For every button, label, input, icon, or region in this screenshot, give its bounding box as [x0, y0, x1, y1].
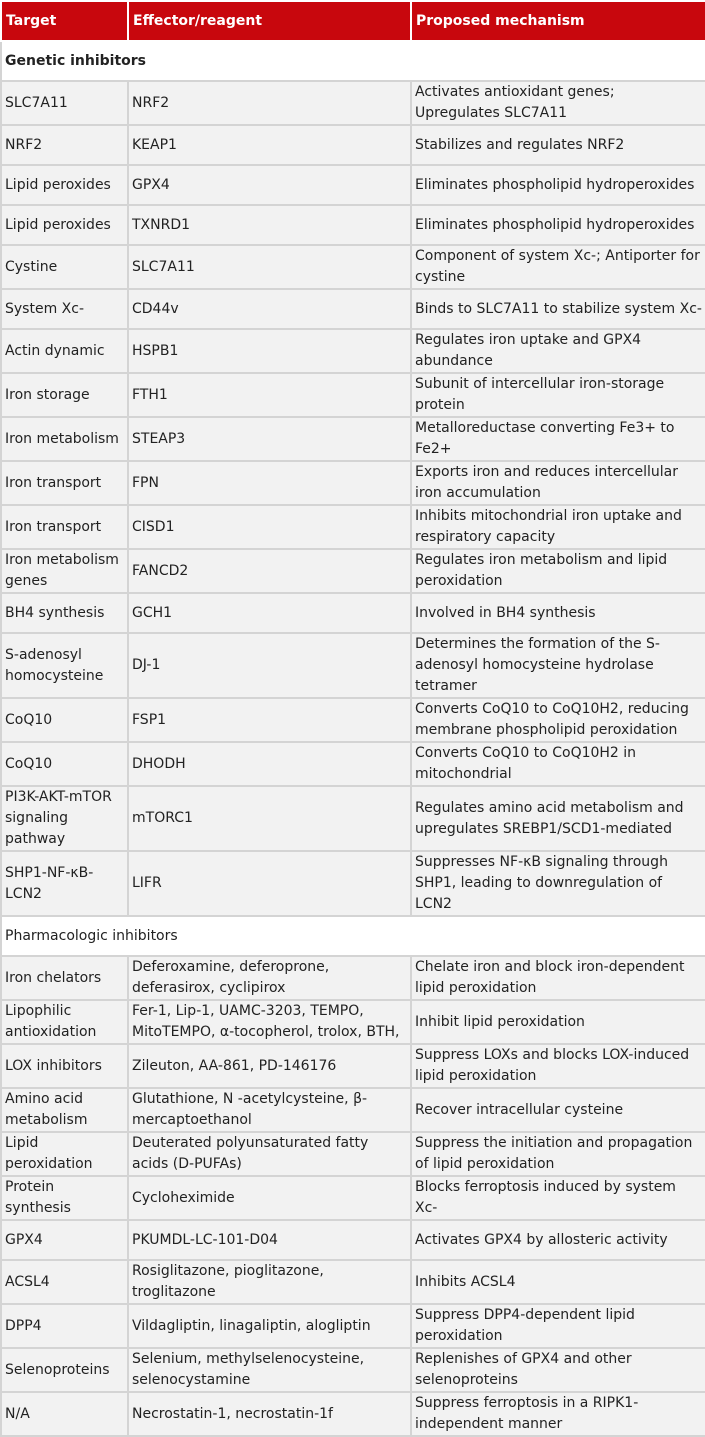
- cell-target: N/A: [1, 1392, 128, 1436]
- cell-target: Protein synthesis: [1, 1176, 128, 1220]
- cell-target: DPP4: [1, 1304, 128, 1348]
- cell-target: Iron metabolism: [1, 417, 128, 461]
- cell-mechanism: Inhibits ACSL4: [411, 1260, 705, 1304]
- cell-target: NRF2: [1, 125, 128, 165]
- cell-mechanism: Subunit of intercellular iron-storage protein: [411, 373, 705, 417]
- cell-target: SHP1-NF-κB-LCN2: [1, 851, 128, 916]
- section-title: Pharmacologic inhibitors: [1, 916, 705, 956]
- cell-effector: SLC7A11: [128, 245, 411, 289]
- cell-target: Lipophilic antioxidation: [1, 1000, 128, 1044]
- cell-target: Cystine: [1, 245, 128, 289]
- cell-effector: CD44v: [128, 289, 411, 329]
- table-row: [1, 1348, 705, 1392]
- cell-mechanism: Binds to SLC7A11 to stabilize system Xc-: [411, 289, 705, 329]
- cell-effector: DJ-1: [128, 633, 411, 698]
- cell-mechanism: Regulates iron uptake and GPX4 abundance: [411, 329, 705, 373]
- cell-target: LOX inhibitors: [1, 1044, 128, 1088]
- table-row: [1, 1304, 705, 1348]
- table-body: [1, 41, 705, 1436]
- cell-mechanism: Eliminates phospholipid hydroperoxides: [411, 205, 705, 245]
- cell-mechanism: Chelate iron and block iron-dependent lipid peroxidation: [411, 956, 705, 1000]
- cell-mechanism: Eliminates phospholipid hydroperoxides: [411, 165, 705, 205]
- table-row: [1, 1220, 705, 1260]
- cell-mechanism: Determines the formation of the S-adenosyl homocysteine hydrolase tetramer: [411, 633, 705, 698]
- cell-mechanism: Involved in BH4 synthesis: [411, 593, 705, 633]
- cell-effector: GCH1: [128, 593, 411, 633]
- cell-mechanism: Metalloreductase converting Fe3+ to Fe2+: [411, 417, 705, 461]
- cell-effector: Rosiglitazone, pioglitazone, troglitazone: [128, 1260, 411, 1304]
- cell-target: Actin dynamic: [1, 329, 128, 373]
- table-row: [1, 633, 705, 698]
- cell-target: Iron metabolism genes: [1, 549, 128, 593]
- table-row: [1, 289, 705, 329]
- cell-effector: Cycloheximide: [128, 1176, 411, 1220]
- table-row: [1, 956, 705, 1000]
- cell-mechanism: Suppress ferroptosis in a RIPK1-independent manner: [411, 1392, 705, 1436]
- cell-effector: LIFR: [128, 851, 411, 916]
- table-row: [1, 1176, 705, 1220]
- table-row: [1, 373, 705, 417]
- cell-effector: HSPB1: [128, 329, 411, 373]
- cell-target: Iron transport: [1, 461, 128, 505]
- cell-mechanism: Activates antioxidant genes; Upregulates SLC7A11: [411, 81, 705, 125]
- cell-target: Lipid peroxidation: [1, 1132, 128, 1176]
- table-row: [1, 329, 705, 373]
- cell-effector: Vildagliptin, linagaliptin, alogliptin: [128, 1304, 411, 1348]
- cell-mechanism: Exports iron and reduces intercellular iron accumulation: [411, 461, 705, 505]
- cell-effector: KEAP1: [128, 125, 411, 165]
- cell-effector: Zileuton, AA-861, PD-146176: [128, 1044, 411, 1088]
- table-row: [1, 698, 705, 742]
- cell-mechanism: Regulates amino acid metabolism and upregulates SREBP1/SCD1-mediated: [411, 786, 705, 851]
- cell-target: Amino acid metabolism: [1, 1088, 128, 1132]
- table-row: [1, 165, 705, 205]
- cell-target: Iron storage: [1, 373, 128, 417]
- cell-mechanism: Stabilizes and regulates NRF2: [411, 125, 705, 165]
- cell-mechanism: Suppress the initiation and propagation of lipid peroxidation: [411, 1132, 705, 1176]
- cell-effector: NRF2: [128, 81, 411, 125]
- cell-effector: Selenium, methylselenocysteine, selenocystamine: [128, 1348, 411, 1392]
- section-row: [1, 41, 705, 81]
- cell-mechanism: Replenishes of GPX4 and other selenoproteins: [411, 1348, 705, 1392]
- section-row: [1, 916, 705, 956]
- table-row: [1, 417, 705, 461]
- header-row: [1, 1, 705, 41]
- table-row: [1, 125, 705, 165]
- cell-effector: GPX4: [128, 165, 411, 205]
- cell-effector: Fer-1, Lip-1, UAMC-3203, TEMPO, MitoTEMPO, α-tocopherol, trolox, BTH,: [128, 1000, 411, 1044]
- cell-effector: FANCD2: [128, 549, 411, 593]
- table-row: [1, 742, 705, 786]
- cell-effector: Glutathione, N -acetylcysteine, β-mercaptoethanol: [128, 1088, 411, 1132]
- cell-target: ACSL4: [1, 1260, 128, 1304]
- cell-effector: TXNRD1: [128, 205, 411, 245]
- cell-mechanism: Suppresses NF-κB signaling through SHP1, leading to downregulation of LCN2: [411, 851, 705, 916]
- header-mechanism: Proposed mechanism: [411, 1, 705, 41]
- table-row: [1, 1392, 705, 1436]
- table-row: [1, 505, 705, 549]
- cell-effector: CISD1: [128, 505, 411, 549]
- cell-target: CoQ10: [1, 742, 128, 786]
- table-row: [1, 1260, 705, 1304]
- cell-effector: Deuterated polyunsaturated fatty acids (D-PUFAs): [128, 1132, 411, 1176]
- cell-effector: mTORC1: [128, 786, 411, 851]
- cell-target: Selenoproteins: [1, 1348, 128, 1392]
- cell-mechanism: Converts CoQ10 to CoQ10H2, reducing membrane phospholipid peroxidation: [411, 698, 705, 742]
- cell-mechanism: Recover intracellular cysteine: [411, 1088, 705, 1132]
- table-row: [1, 205, 705, 245]
- cell-effector: DHODH: [128, 742, 411, 786]
- table-row: [1, 245, 705, 289]
- cell-target: S-adenosyl homocysteine: [1, 633, 128, 698]
- cell-target: System Xc-: [1, 289, 128, 329]
- table-row: [1, 549, 705, 593]
- section-title: Genetic inhibitors: [1, 41, 705, 81]
- table-row: [1, 1088, 705, 1132]
- header-target: Target: [1, 1, 128, 41]
- cell-target: Iron chelators: [1, 956, 128, 1000]
- cell-mechanism: Suppress DPP4-dependent lipid peroxidation: [411, 1304, 705, 1348]
- cell-effector: Necrostatin-1, necrostatin-1f: [128, 1392, 411, 1436]
- cell-effector: FPN: [128, 461, 411, 505]
- table-row: [1, 1044, 705, 1088]
- cell-target: CoQ10: [1, 698, 128, 742]
- table-row: [1, 81, 705, 125]
- table-row: [1, 786, 705, 851]
- cell-mechanism: Suppress LOXs and blocks LOX-induced lipid peroxidation: [411, 1044, 705, 1088]
- cell-mechanism: Inhibit lipid peroxidation: [411, 1000, 705, 1044]
- table-row: [1, 1132, 705, 1176]
- cell-mechanism: Converts CoQ10 to CoQ10H2 in mitochondrial: [411, 742, 705, 786]
- cell-target: Lipid peroxides: [1, 165, 128, 205]
- cell-target: Iron transport: [1, 505, 128, 549]
- cell-effector: STEAP3: [128, 417, 411, 461]
- cell-effector: PKUMDL-LC-101-D04: [128, 1220, 411, 1260]
- cell-mechanism: Component of system Xc-; Antiporter for cystine: [411, 245, 705, 289]
- cell-effector: FTH1: [128, 373, 411, 417]
- table-row: [1, 461, 705, 505]
- cell-target: SLC7A11: [1, 81, 128, 125]
- cell-target: PI3K-AKT-mTOR signaling pathway: [1, 786, 128, 851]
- table-row: [1, 851, 705, 916]
- table-row: [1, 593, 705, 633]
- cell-effector: Deferoxamine, deferoprone, deferasirox, cyclipirox: [128, 956, 411, 1000]
- cell-target: Lipid peroxides: [1, 205, 128, 245]
- cell-target: GPX4: [1, 1220, 128, 1260]
- cell-mechanism: Blocks ferroptosis induced by system Xc-: [411, 1176, 705, 1220]
- cell-mechanism: Regulates iron metabolism and lipid peroxidation: [411, 549, 705, 593]
- cell-target: BH4 synthesis: [1, 593, 128, 633]
- cell-mechanism: Activates GPX4 by allosteric activity: [411, 1220, 705, 1260]
- table-row: [1, 1000, 705, 1044]
- cell-effector: FSP1: [128, 698, 411, 742]
- header-effector: Effector/reagent: [128, 1, 411, 41]
- cell-mechanism: Inhibits mitochondrial iron uptake and respiratory capacity: [411, 505, 705, 549]
